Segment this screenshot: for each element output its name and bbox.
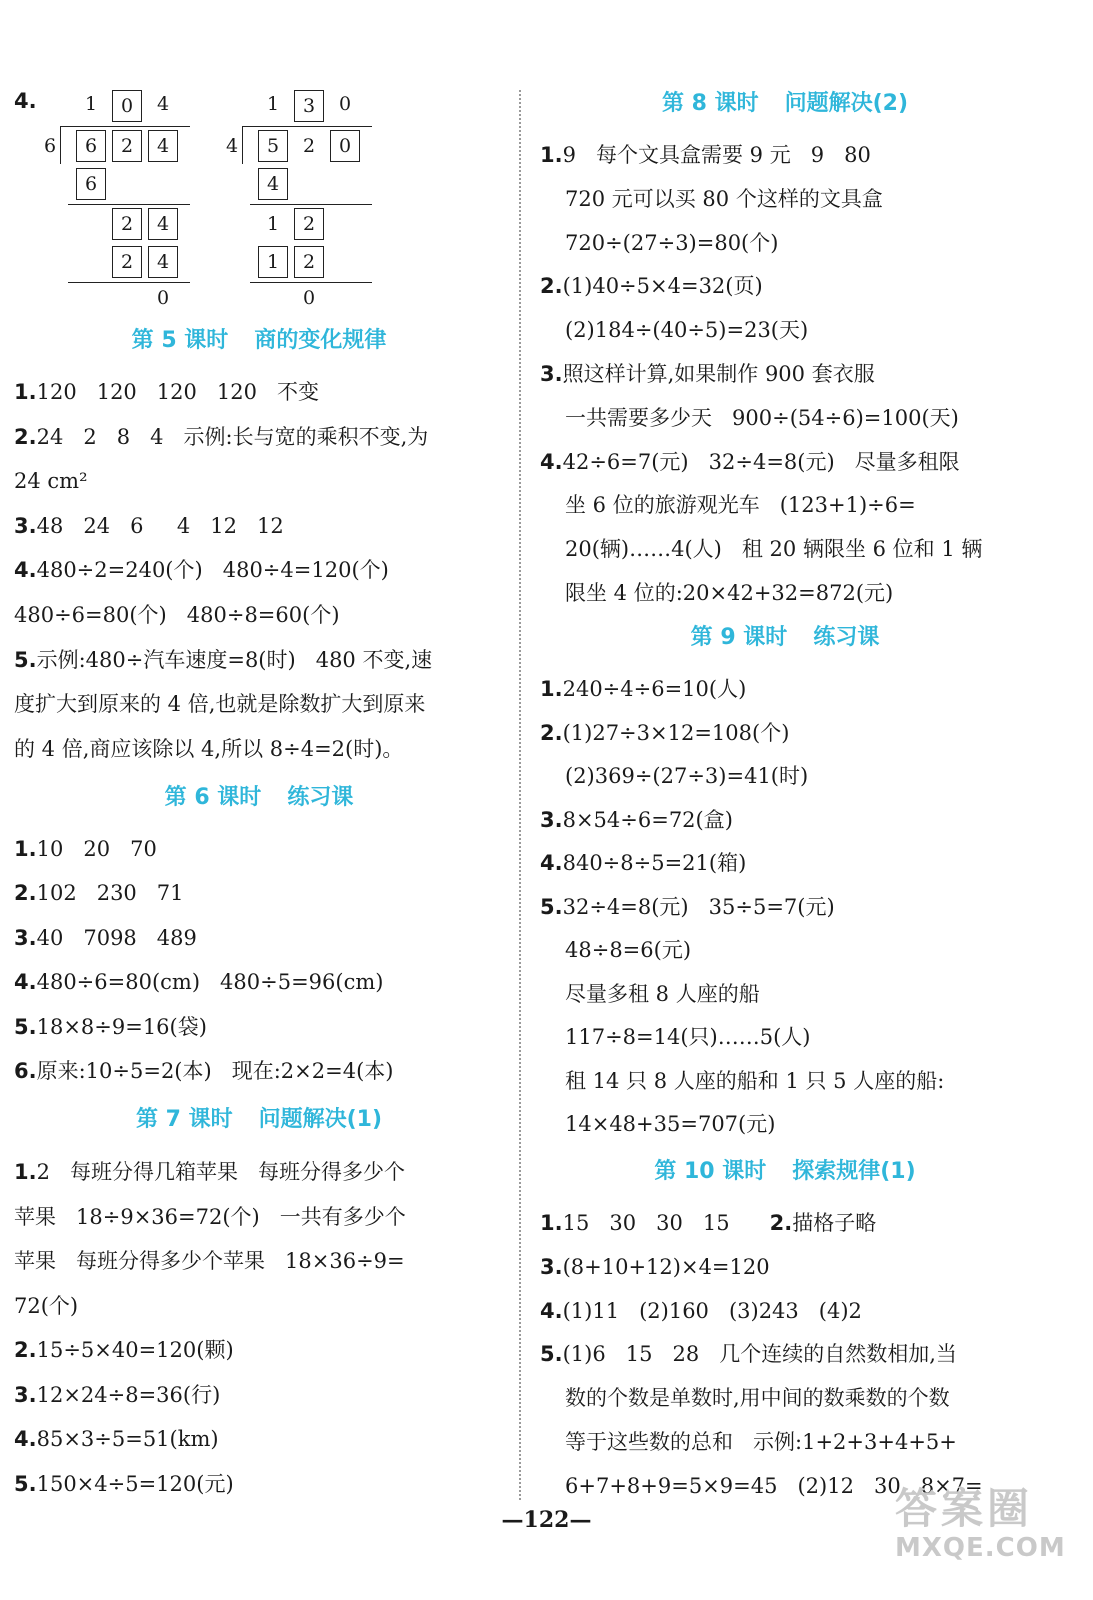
lesson-topic: 练习课	[813, 625, 880, 650]
answer-text: 坐 6 位的旅游观光车 (123+1)÷6=	[565, 493, 916, 518]
page-number: —122—	[501, 1507, 592, 1533]
answer-line	[14, 923, 197, 953]
answer-text: 48÷8=6(元)	[565, 938, 692, 962]
answer-line	[540, 718, 789, 748]
answer-text: 照这样计算,如果制作 900 套衣服	[562, 362, 875, 386]
answer-text: 示例:480÷汽车速度=8(时) 480 不变,速	[36, 647, 433, 672]
question-number: 6.	[14, 1059, 37, 1083]
answer-line	[14, 1012, 207, 1042]
answer-line	[14, 734, 403, 764]
answer-text: 6+7+8+9=5×9=45 (2)12 30 8×7=	[565, 1473, 983, 1498]
answer-line	[540, 359, 875, 389]
divisor: 6	[43, 135, 57, 157]
quotient-digit: 1	[84, 93, 98, 115]
answer-text: 度扩大到原来的 4 倍,也就是除数扩大到原来	[14, 692, 426, 717]
answer-text: 15 30 30 15	[562, 1211, 770, 1235]
remainder: 0	[156, 287, 170, 309]
answer-text: 117÷8=14(只)……5(人)	[565, 1025, 811, 1049]
answer-text: 480÷2=240(个) 480÷4=120(个)	[36, 558, 389, 583]
lesson-number: 第 9 课时	[690, 625, 788, 650]
question-number: 2.	[540, 720, 563, 745]
answer-text: 120 120 120 120 不变	[36, 380, 320, 404]
dividend-digit-box: 2	[112, 130, 142, 162]
answer-line	[14, 1291, 78, 1321]
question-number: 1.	[14, 1160, 37, 1184]
lesson-number: 第 6 课时	[164, 785, 262, 810]
dividend-digit-box: 6	[76, 130, 106, 162]
dividend-digit-box: 5	[258, 130, 288, 162]
answer-text: 102 230 71	[36, 881, 184, 906]
answer-text: 尽量多租 8 人座的船	[565, 981, 760, 1006]
lesson-topic: 问题解决(2)	[784, 91, 909, 116]
lesson-number: 第 5 课时	[131, 328, 229, 353]
answer-line	[565, 490, 916, 520]
answer-line	[14, 1469, 234, 1499]
answer-line	[14, 1335, 234, 1365]
answer-text: 2 每班分得几箱苹果 每班分得多少个	[36, 1160, 406, 1184]
question-number: 4.	[14, 558, 37, 583]
answer-text: (1)6 15 28 几个连续的自然数相加,当	[562, 1342, 957, 1367]
answer-text: 42÷6=7(元) 32÷4=8(元) 尽量多租限	[562, 449, 960, 474]
answer-text: 840÷8÷5=21(箱)	[562, 851, 747, 875]
answer-line	[565, 1109, 775, 1139]
step-digit-box: 6	[76, 168, 106, 200]
answer-line	[565, 184, 883, 214]
answer-line	[14, 1157, 405, 1187]
answer-line	[540, 1208, 876, 1238]
question-number: 4.	[14, 970, 37, 995]
answer-text: 原来:10÷5=2(本) 现在:2×2=4(本)	[36, 1059, 394, 1083]
answer-line	[14, 878, 184, 908]
answer-line	[540, 805, 733, 835]
answer-text: 限坐 4 位的:20×42+32=872(元)	[565, 581, 894, 605]
question-number: 1.	[14, 380, 37, 404]
step-digit-box: 4	[148, 246, 178, 278]
question-number: 3.	[14, 1382, 37, 1407]
answer-line	[565, 1383, 950, 1413]
answer-text: 12×24÷8=36(行)	[36, 1382, 221, 1407]
division-bracket	[60, 126, 61, 164]
answer-line	[14, 1246, 405, 1276]
answer-text: 240÷4÷6=10(人)	[562, 677, 747, 701]
answer-line	[540, 1252, 770, 1282]
answer-line	[14, 645, 432, 675]
answer-text: 40 7098 489	[36, 925, 197, 950]
question-number: 3.	[540, 807, 563, 832]
quotient-digit: 0	[338, 93, 352, 115]
answer-text: (2)184÷(40÷5)=23(天)	[565, 318, 809, 343]
answer-line	[14, 422, 428, 452]
lesson-topic: 商的变化规律	[254, 328, 387, 353]
answer-text: 48 24 6 4 12 12	[36, 513, 284, 538]
answer-text: 85×3÷5=51(km)	[36, 1427, 219, 1451]
answer-text: 480÷6=80(个) 480÷8=60(个)	[14, 603, 340, 627]
question-number: 2.	[14, 881, 37, 906]
step-digit-box: 2	[294, 246, 324, 278]
answer-line	[540, 1339, 957, 1369]
answer-text: 苹果 18÷9×36=72(个) 一共有多少个	[14, 1204, 406, 1229]
answer-line	[540, 892, 835, 922]
answer-line	[565, 979, 760, 1009]
remainder: 0	[302, 287, 316, 309]
answer-line	[540, 140, 871, 170]
lesson-number: 第 10 课时	[654, 1159, 767, 1184]
watermark-logo	[895, 1485, 1066, 1563]
answer-line	[14, 689, 425, 719]
question-number: 4.	[540, 449, 563, 474]
question-number: 2.	[769, 1211, 793, 1235]
answer-text: (1)27÷3×12=108(个)	[562, 720, 790, 745]
question-number: 3.	[540, 1254, 563, 1279]
answer-line	[14, 1380, 220, 1410]
lesson-number: 第 8 课时	[661, 91, 759, 116]
step-line	[68, 204, 190, 205]
question-number: 5.	[540, 894, 563, 919]
answer-line	[565, 578, 893, 608]
lesson-5-title	[14, 325, 504, 357]
answer-line	[14, 600, 340, 630]
question-number: 4.	[540, 1298, 563, 1323]
answer-text: 苹果 每班分得多少个苹果 18×36÷9=	[14, 1249, 405, 1273]
divisor: 4	[225, 135, 239, 157]
step-digit-box: 2	[294, 208, 324, 240]
answer-text: 20(辆)……4(人) 租 20 辆限坐 6 位和 1 辆	[565, 537, 983, 562]
answer-line	[14, 1202, 406, 1232]
answer-text: (1)11 (2)160 (3)243 (4)2	[562, 1298, 862, 1323]
division-bar	[242, 126, 372, 127]
question-number: 3.	[14, 513, 37, 538]
lesson-topic: 探索规律(1)	[792, 1159, 916, 1184]
question-number: 1.	[540, 143, 563, 167]
answer-text: 14×48+35=707(元)	[565, 1112, 776, 1136]
lesson-8-title	[540, 88, 1030, 120]
quotient-digit-box: 3	[294, 90, 324, 122]
answer-line	[14, 967, 383, 997]
answer-text: 150×4÷5=120(元)	[36, 1471, 234, 1496]
question-number: 1.	[14, 837, 37, 861]
answer-line	[565, 1066, 944, 1096]
step-digit-box: 4	[258, 168, 288, 200]
quotient-digit: 4	[156, 93, 170, 115]
answer-line	[14, 466, 88, 496]
quotient-digit-box: 0	[112, 90, 142, 122]
answer-text: 的 4 倍,商应该除以 4,所以 8÷4=2(时)。	[14, 736, 404, 761]
answer-line	[540, 848, 746, 878]
answer-text: 24 2 8 4 示例:长与宽的乘积不变,为	[36, 424, 429, 449]
question-number: 5.	[14, 1014, 37, 1039]
quotient-digit: 1	[266, 93, 280, 115]
question-number: 2.	[14, 1338, 37, 1362]
answer-line	[540, 1296, 862, 1326]
answer-text: 15÷5×40=120(颗)	[36, 1338, 234, 1362]
step-digit-box: 2	[112, 246, 142, 278]
question-number: 2.	[14, 424, 37, 449]
answer-text: 18×8÷9=16(袋)	[36, 1014, 207, 1039]
question-number: 2.	[540, 274, 563, 299]
answer-line	[565, 935, 691, 965]
dividend-digit-box: 0	[330, 130, 360, 162]
answer-text: 720÷(27÷3)=80(个)	[565, 230, 779, 255]
question-number: 1.	[540, 1211, 563, 1235]
question-number: 5.	[540, 1342, 563, 1367]
question-number: 5.	[14, 647, 37, 672]
watermark-url: MXQE.COM	[895, 1533, 1066, 1563]
step-digit-box: 4	[148, 208, 178, 240]
lesson-number: 第 7 课时	[135, 1107, 233, 1132]
answer-text: (8+10+12)×4=120	[562, 1254, 770, 1279]
dividend-digit-box: 4	[148, 130, 178, 162]
column-divider	[519, 90, 521, 1500]
step-digit-box: 2	[112, 208, 142, 240]
answer-line	[565, 228, 778, 258]
question-number: 3.	[540, 362, 563, 386]
answer-line	[540, 271, 763, 301]
answer-line	[565, 761, 808, 791]
lesson-topic: 问题解决(1)	[258, 1107, 383, 1132]
question-number: 4.	[540, 851, 563, 875]
question-number: 1.	[540, 677, 563, 701]
lesson-7-title	[14, 1104, 504, 1136]
question-4-label: 4.	[14, 89, 37, 113]
answer-text: (1)40÷5×4=32(页)	[562, 274, 763, 299]
answer-text: 8×54÷6=72(盒)	[562, 807, 733, 832]
answer-line	[540, 674, 746, 704]
lesson-9-title	[540, 622, 1030, 654]
answer-text: 一共需要多少天 900÷(54÷6)=100(天)	[565, 405, 959, 430]
question-number: 4.	[14, 1427, 37, 1451]
answer-line	[14, 555, 389, 585]
answer-line	[14, 1424, 219, 1454]
answer-line	[565, 403, 959, 433]
step-digit-box: 1	[258, 246, 288, 278]
answer-line	[14, 377, 319, 407]
division-bracket	[242, 126, 243, 164]
answer-line	[14, 1056, 393, 1086]
step-digit: 1	[266, 213, 280, 235]
step-line	[250, 204, 372, 205]
answer-line	[14, 834, 157, 864]
answer-text: 租 14 只 8 人座的船和 1 只 5 人座的船:	[565, 1068, 945, 1093]
dividend-digit: 2	[302, 135, 316, 157]
question-number: 5.	[14, 1471, 37, 1496]
answer-text: 72(个)	[14, 1293, 79, 1318]
answer-text: (2)369÷(27÷3)=41(时)	[565, 764, 809, 788]
lesson-10-title	[540, 1156, 1030, 1188]
answer-line	[14, 511, 284, 541]
answer-text: 720 元可以买 80 个这样的文具盒	[565, 186, 883, 211]
lesson-6-title	[14, 782, 504, 814]
answer-line	[565, 315, 808, 345]
answer-line	[565, 1427, 957, 1457]
answer-text: 数的个数是单数时,用中间的数乘数的个数	[565, 1386, 950, 1411]
answer-text: 480÷6=80(cm) 480÷5=96(cm)	[36, 970, 384, 995]
answer-text: 9 每个文具盒需要 9 元 9 80	[562, 143, 871, 167]
answer-text: 描格子略	[792, 1211, 877, 1235]
watermark-text: 答案圈	[895, 1484, 1034, 1533]
question-number: 3.	[14, 925, 37, 950]
answer-text: 24 cm²	[14, 469, 88, 494]
answer-text: 等于这些数的总和 示例:1+2+3+4+5+	[565, 1430, 957, 1454]
answer-text: 32÷4=8(元) 35÷5=7(元)	[562, 894, 835, 919]
answer-line	[540, 447, 960, 477]
lesson-topic: 练习课	[287, 785, 354, 810]
answer-line	[565, 534, 982, 564]
answer-line	[565, 1022, 811, 1052]
division-bar	[60, 126, 190, 127]
answer-text: 10 20 70	[36, 837, 157, 861]
